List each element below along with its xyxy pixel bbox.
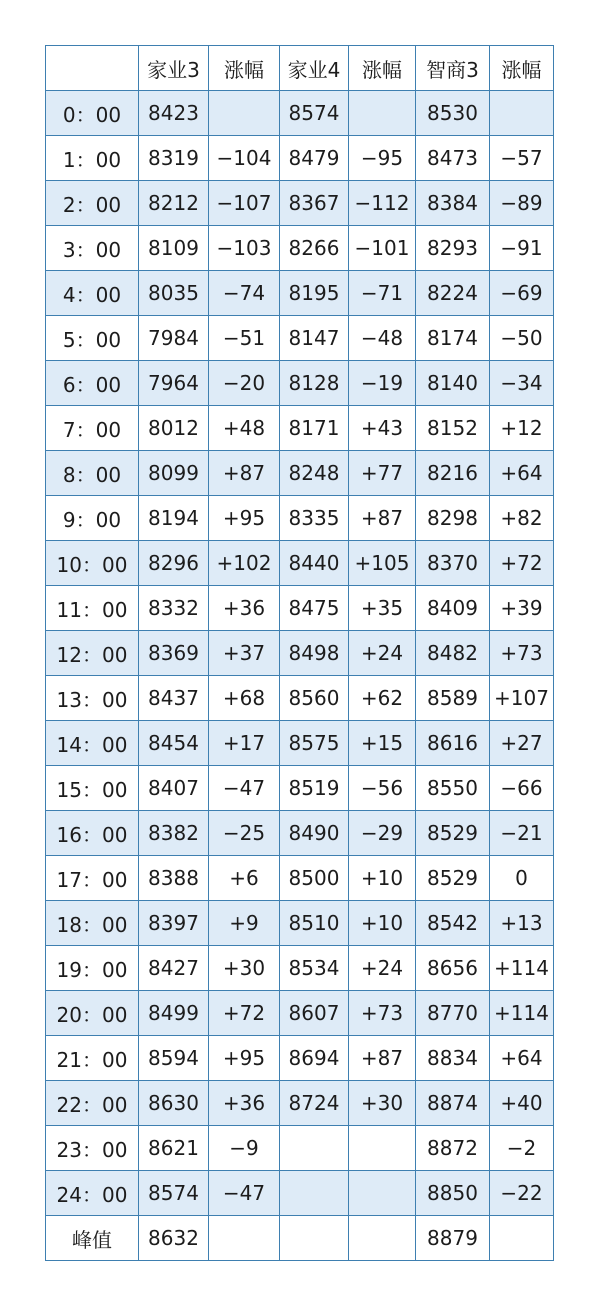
value-cell: 8332 [139, 586, 209, 631]
table-header [46, 46, 554, 91]
value-cell: 8409 [416, 586, 490, 631]
change-cell [349, 1171, 416, 1216]
value-cell: 8035 [139, 271, 209, 316]
time-cell: 20：00 [46, 991, 139, 1036]
change-cell: +27 [490, 721, 554, 766]
table-row [46, 1081, 554, 1126]
change-cell [349, 1216, 416, 1261]
change-cell: −57 [490, 136, 554, 181]
time-cell: 4：00 [46, 271, 139, 316]
value-cell: 8529 [416, 856, 490, 901]
value-cell: 8382 [139, 811, 209, 856]
table-row [46, 451, 554, 496]
table-row [46, 901, 554, 946]
value-cell: 8872 [416, 1126, 490, 1171]
time-cell: 3：00 [46, 226, 139, 271]
change-cell: +95 [209, 496, 280, 541]
change-cell: +13 [490, 901, 554, 946]
change-cell: +10 [349, 856, 416, 901]
change-cell: +12 [490, 406, 554, 451]
value-cell: 8529 [416, 811, 490, 856]
value-cell: 8475 [280, 586, 349, 631]
table-row [46, 1126, 554, 1171]
value-cell: 8519 [280, 766, 349, 811]
value-cell: 8594 [139, 1036, 209, 1081]
value-cell: 7964 [139, 361, 209, 406]
change-cell: 0 [490, 856, 554, 901]
change-cell: −48 [349, 316, 416, 361]
change-cell: −9 [209, 1126, 280, 1171]
change-cell: −56 [349, 766, 416, 811]
value-cell [280, 1216, 349, 1261]
change-cell: −89 [490, 181, 554, 226]
value-cell: 8454 [139, 721, 209, 766]
table-row [46, 946, 554, 991]
change-cell [490, 1216, 554, 1261]
change-cell: −29 [349, 811, 416, 856]
value-cell: 8656 [416, 946, 490, 991]
value-cell: 8616 [416, 721, 490, 766]
change-cell: +24 [349, 631, 416, 676]
value-cell [280, 1126, 349, 1171]
value-cell: 8224 [416, 271, 490, 316]
table-row [46, 991, 554, 1036]
value-cell: 8248 [280, 451, 349, 496]
change-cell: +37 [209, 631, 280, 676]
change-cell: +36 [209, 1081, 280, 1126]
table-row [46, 1036, 554, 1081]
time-cell: 21：00 [46, 1036, 139, 1081]
change-cell: −20 [209, 361, 280, 406]
value-cell: 8542 [416, 901, 490, 946]
change-cell: −101 [349, 226, 416, 271]
change-cell [209, 91, 280, 136]
value-cell: 8770 [416, 991, 490, 1036]
value-cell: 8296 [139, 541, 209, 586]
value-cell: 8367 [280, 181, 349, 226]
change-cell: +87 [349, 1036, 416, 1081]
value-cell: 8109 [139, 226, 209, 271]
value-cell: 8128 [280, 361, 349, 406]
value-cell: 8012 [139, 406, 209, 451]
value-cell: 8850 [416, 1171, 490, 1216]
change-cell: −50 [490, 316, 554, 361]
change-cell: +82 [490, 496, 554, 541]
time-cell: 18：00 [46, 901, 139, 946]
table-row [46, 91, 554, 136]
time-cell: 峰值 [46, 1216, 139, 1261]
value-cell: 8473 [416, 136, 490, 181]
table-row [46, 676, 554, 721]
table-row [46, 361, 554, 406]
time-cell: 14：00 [46, 721, 139, 766]
change-cell: +43 [349, 406, 416, 451]
change-cell: −69 [490, 271, 554, 316]
change-cell: −107 [209, 181, 280, 226]
value-cell: 8427 [139, 946, 209, 991]
time-cell: 19：00 [46, 946, 139, 991]
value-cell: 8437 [139, 676, 209, 721]
time-cell: 12：00 [46, 631, 139, 676]
change-cell: +102 [209, 541, 280, 586]
change-cell: +30 [209, 946, 280, 991]
change-cell: +6 [209, 856, 280, 901]
table-row [46, 406, 554, 451]
value-cell: 8550 [416, 766, 490, 811]
table-row [46, 226, 554, 271]
table-row [46, 1216, 554, 1261]
table-row [46, 181, 554, 226]
change-cell: +24 [349, 946, 416, 991]
value-cell: 8174 [416, 316, 490, 361]
time-cell: 9：00 [46, 496, 139, 541]
change-cell: −91 [490, 226, 554, 271]
time-cell: 7：00 [46, 406, 139, 451]
value-cell: 8195 [280, 271, 349, 316]
table-row [46, 766, 554, 811]
change-cell: −21 [490, 811, 554, 856]
change-cell [490, 91, 554, 136]
value-cell: 8440 [280, 541, 349, 586]
change-cell: +9 [209, 901, 280, 946]
value-cell: 8574 [139, 1171, 209, 1216]
table-row [46, 811, 554, 856]
table-row [46, 271, 554, 316]
value-cell: 8298 [416, 496, 490, 541]
change-cell: −71 [349, 271, 416, 316]
change-cell: +62 [349, 676, 416, 721]
time-cell: 15：00 [46, 766, 139, 811]
change-cell: −22 [490, 1171, 554, 1216]
change-cell: −2 [490, 1126, 554, 1171]
value-cell [280, 1171, 349, 1216]
header-cell: 智商3 [416, 46, 490, 91]
value-cell: 8834 [416, 1036, 490, 1081]
value-cell: 8530 [416, 91, 490, 136]
time-cell: 8：00 [46, 451, 139, 496]
header-cell: 涨幅 [349, 46, 416, 91]
change-cell: +17 [209, 721, 280, 766]
value-cell: 8574 [280, 91, 349, 136]
header-cell: 涨幅 [490, 46, 554, 91]
table-row [46, 721, 554, 766]
value-cell: 8589 [416, 676, 490, 721]
time-cell: 22：00 [46, 1081, 139, 1126]
value-cell: 8140 [416, 361, 490, 406]
change-cell: +72 [209, 991, 280, 1036]
change-cell: +30 [349, 1081, 416, 1126]
value-cell: 8319 [139, 136, 209, 181]
value-cell: 8630 [139, 1081, 209, 1126]
value-cell: 8266 [280, 226, 349, 271]
value-cell: 8335 [280, 496, 349, 541]
value-cell: 8879 [416, 1216, 490, 1261]
change-cell: −25 [209, 811, 280, 856]
table-row [46, 1171, 554, 1216]
change-cell: +64 [490, 451, 554, 496]
time-cell: 1：00 [46, 136, 139, 181]
value-cell: 8369 [139, 631, 209, 676]
table-row [46, 316, 554, 361]
table-row [46, 541, 554, 586]
change-cell: −74 [209, 271, 280, 316]
change-cell: −51 [209, 316, 280, 361]
value-cell: 8171 [280, 406, 349, 451]
time-cell: 11：00 [46, 586, 139, 631]
value-cell: 8152 [416, 406, 490, 451]
time-cell: 23：00 [46, 1126, 139, 1171]
time-cell: 6：00 [46, 361, 139, 406]
value-cell: 8216 [416, 451, 490, 496]
value-cell: 8479 [280, 136, 349, 181]
header-cell: 涨幅 [209, 46, 280, 91]
change-cell: −104 [209, 136, 280, 181]
value-cell: 8423 [139, 91, 209, 136]
change-cell: −47 [209, 1171, 280, 1216]
value-cell: 8534 [280, 946, 349, 991]
time-cell: 0：00 [46, 91, 139, 136]
change-cell: −19 [349, 361, 416, 406]
header-cell: 家业4 [280, 46, 349, 91]
table-row [46, 496, 554, 541]
change-cell: −95 [349, 136, 416, 181]
change-cell [209, 1216, 280, 1261]
time-cell: 13：00 [46, 676, 139, 721]
change-cell: +39 [490, 586, 554, 631]
value-cell: 8212 [139, 181, 209, 226]
table-row [46, 856, 554, 901]
change-cell: +15 [349, 721, 416, 766]
time-cell: 10：00 [46, 541, 139, 586]
change-cell: −34 [490, 361, 554, 406]
value-cell: 8694 [280, 1036, 349, 1081]
change-cell: −66 [490, 766, 554, 811]
score-table-container [45, 45, 554, 1261]
change-cell [349, 91, 416, 136]
value-cell: 8632 [139, 1216, 209, 1261]
value-cell: 8099 [139, 451, 209, 496]
change-cell: +68 [209, 676, 280, 721]
header-cell-time [46, 46, 139, 91]
change-cell: +107 [490, 676, 554, 721]
table-row [46, 631, 554, 676]
value-cell: 8397 [139, 901, 209, 946]
change-cell: +114 [490, 946, 554, 991]
change-cell: +87 [349, 496, 416, 541]
change-cell: +87 [209, 451, 280, 496]
time-cell: 16：00 [46, 811, 139, 856]
time-cell: 2：00 [46, 181, 139, 226]
change-cell: +48 [209, 406, 280, 451]
change-cell: +10 [349, 901, 416, 946]
change-cell: −103 [209, 226, 280, 271]
time-cell: 17：00 [46, 856, 139, 901]
value-cell: 8498 [280, 631, 349, 676]
value-cell: 8370 [416, 541, 490, 586]
value-cell: 8874 [416, 1081, 490, 1126]
value-cell: 8194 [139, 496, 209, 541]
change-cell: +64 [490, 1036, 554, 1081]
time-cell: 5：00 [46, 316, 139, 361]
hourly-score-table [45, 45, 554, 1261]
value-cell: 8500 [280, 856, 349, 901]
change-cell: +72 [490, 541, 554, 586]
change-cell: +77 [349, 451, 416, 496]
change-cell: +105 [349, 541, 416, 586]
time-cell: 24：00 [46, 1171, 139, 1216]
value-cell: 8147 [280, 316, 349, 361]
change-cell: +35 [349, 586, 416, 631]
value-cell: 8490 [280, 811, 349, 856]
value-cell: 7984 [139, 316, 209, 361]
change-cell: +95 [209, 1036, 280, 1081]
change-cell [349, 1126, 416, 1171]
change-cell: −112 [349, 181, 416, 226]
table-row [46, 136, 554, 181]
table-body [46, 91, 554, 1261]
header-cell: 家业3 [139, 46, 209, 91]
value-cell: 8499 [139, 991, 209, 1036]
table-row [46, 586, 554, 631]
change-cell: +36 [209, 586, 280, 631]
header-row [46, 46, 554, 91]
value-cell: 8607 [280, 991, 349, 1036]
value-cell: 8621 [139, 1126, 209, 1171]
value-cell: 8510 [280, 901, 349, 946]
value-cell: 8560 [280, 676, 349, 721]
value-cell: 8384 [416, 181, 490, 226]
value-cell: 8407 [139, 766, 209, 811]
change-cell: −47 [209, 766, 280, 811]
change-cell: +114 [490, 991, 554, 1036]
value-cell: 8388 [139, 856, 209, 901]
change-cell: +73 [349, 991, 416, 1036]
value-cell: 8724 [280, 1081, 349, 1126]
change-cell: +73 [490, 631, 554, 676]
value-cell: 8293 [416, 226, 490, 271]
value-cell: 8482 [416, 631, 490, 676]
change-cell: +40 [490, 1081, 554, 1126]
value-cell: 8575 [280, 721, 349, 766]
